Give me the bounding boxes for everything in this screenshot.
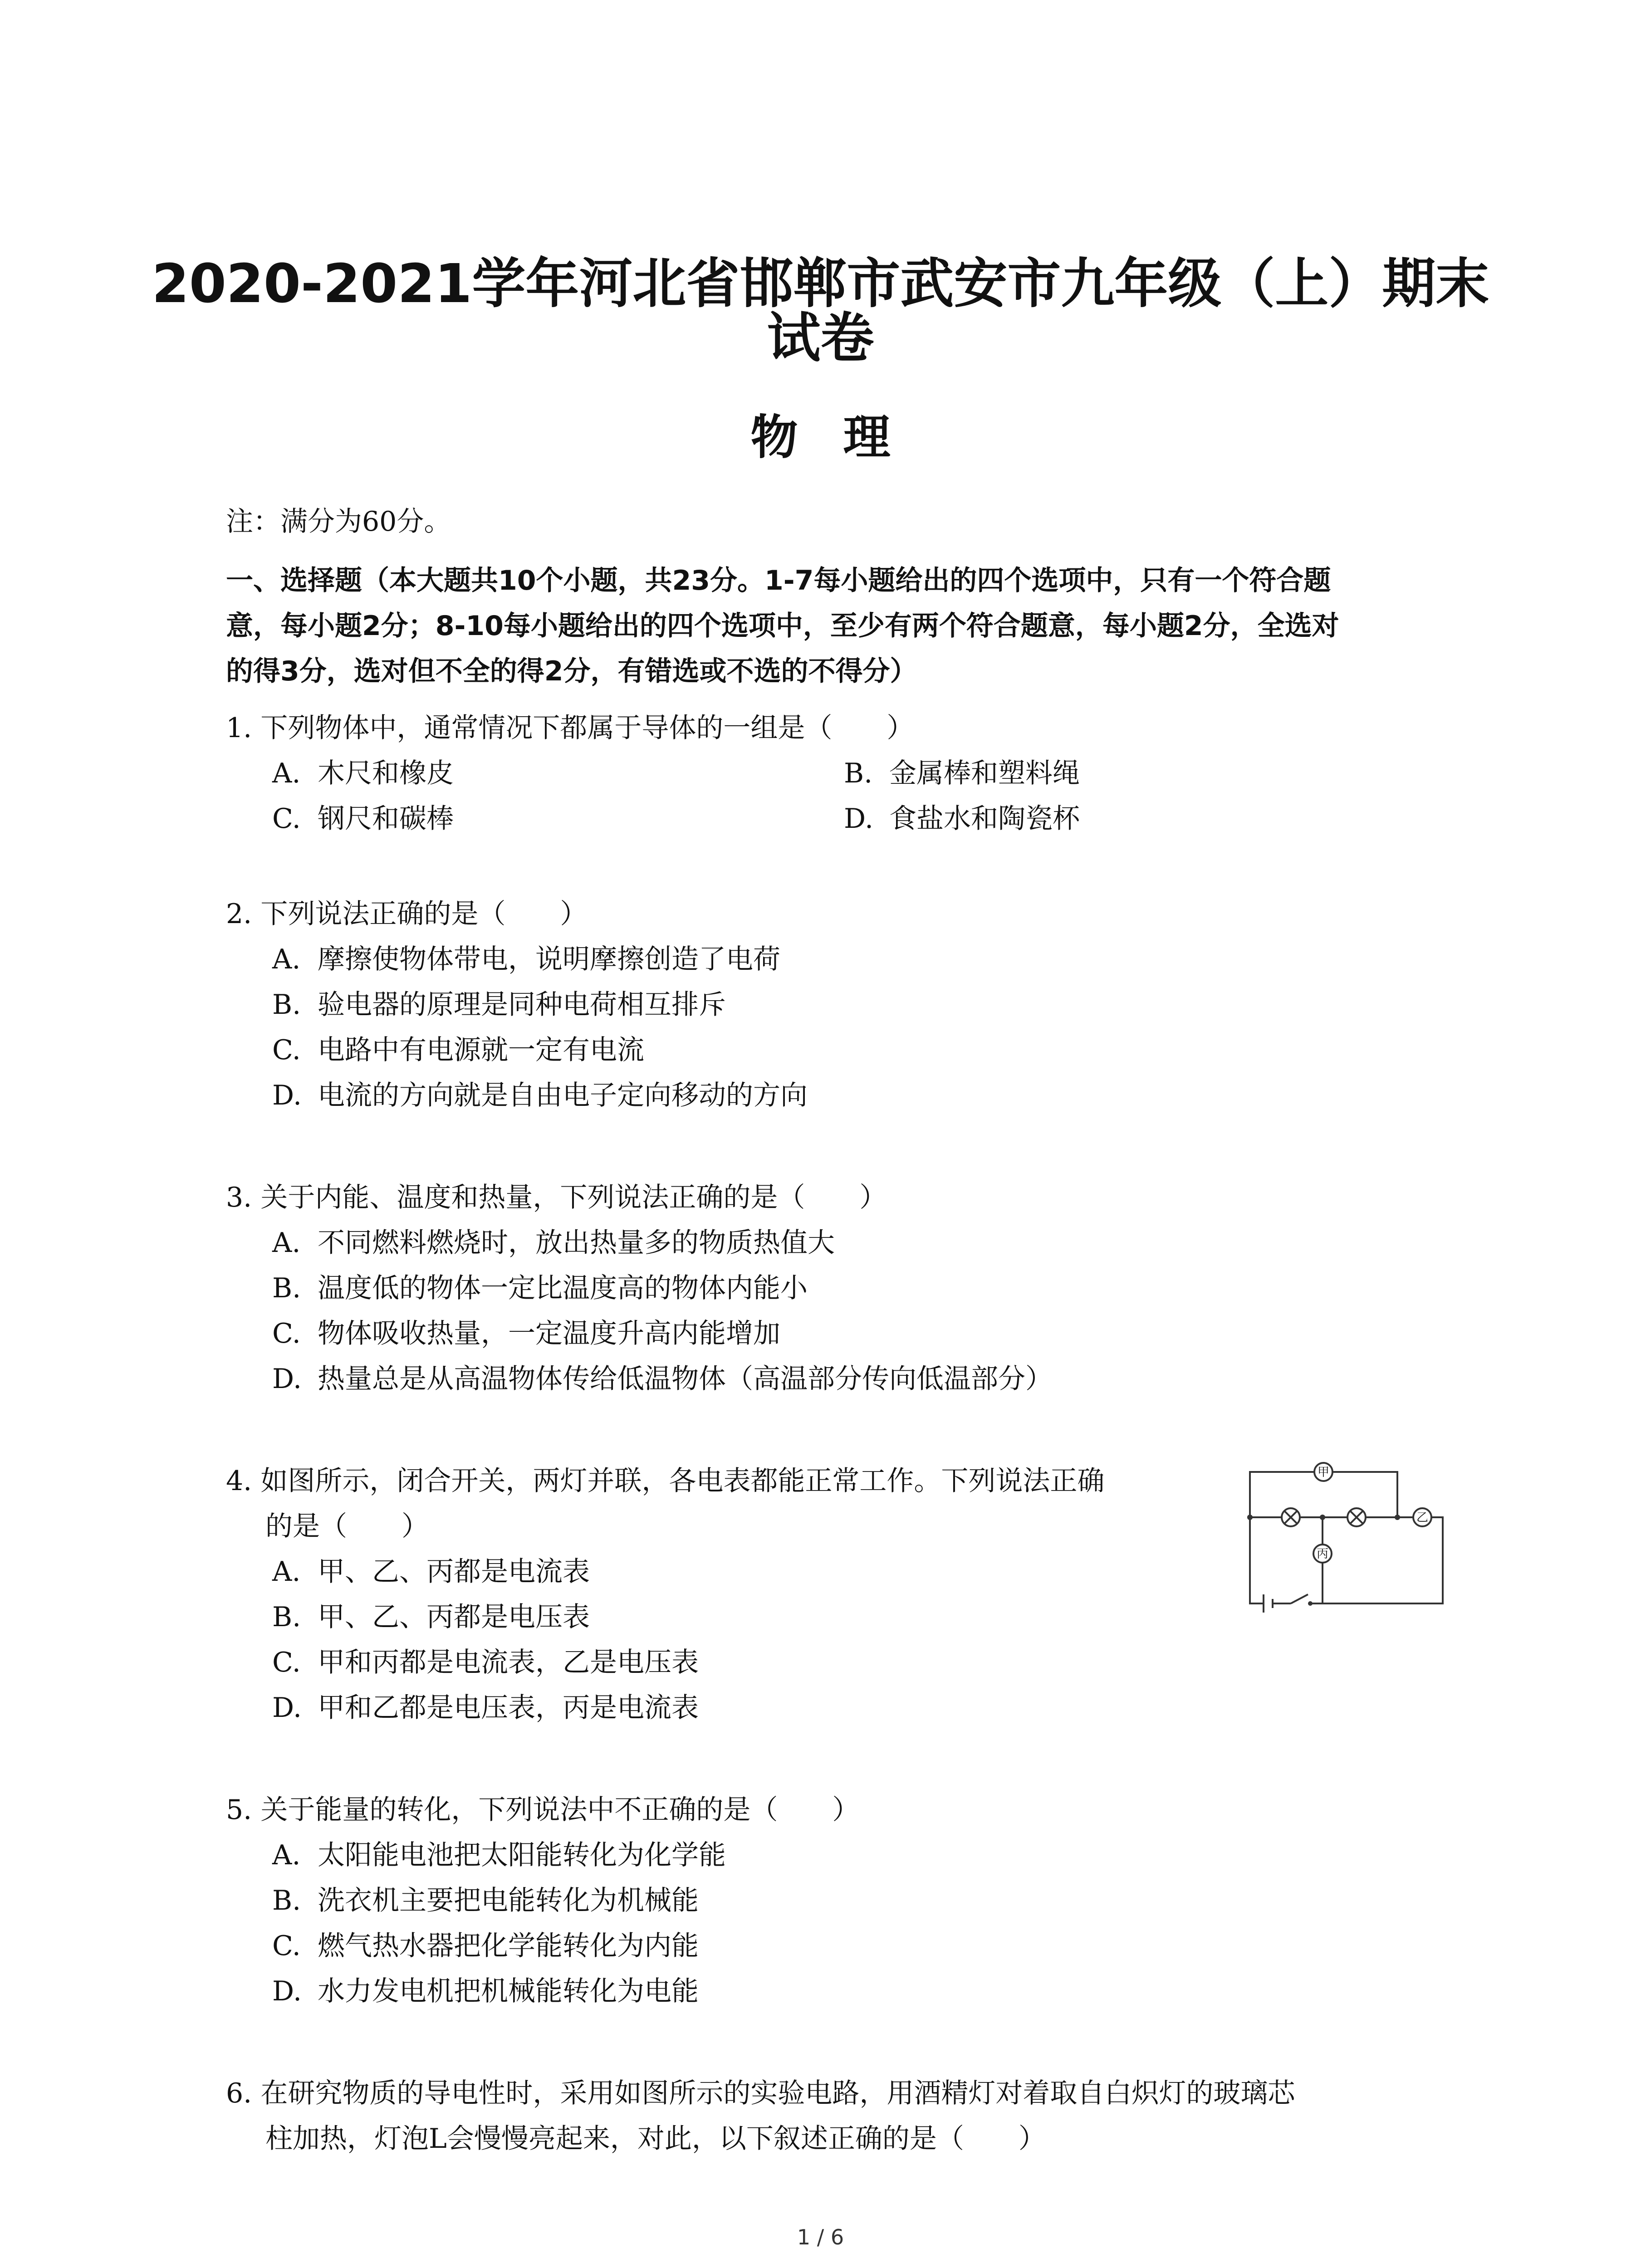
question-2-option-b bbox=[272, 987, 726, 1023]
meter-jia-label: 甲 bbox=[1317, 1466, 1330, 1479]
question-5-option-c bbox=[272, 1928, 699, 1964]
option-text: 甲、乙、丙都是电流表 bbox=[318, 1556, 590, 1588]
page-number: 1 / 6 bbox=[797, 2225, 844, 2249]
option-text: 钢尺和碳棒 bbox=[318, 803, 454, 835]
question-3-option-c bbox=[272, 1315, 780, 1352]
junction-dot bbox=[1395, 1515, 1400, 1520]
question-1-option-a bbox=[272, 755, 454, 792]
option-letter: C. bbox=[272, 1930, 301, 1962]
option-letter: D. bbox=[272, 1363, 302, 1395]
option-text: 摩擦使物体带电，说明摩擦创造了电荷 bbox=[318, 943, 780, 975]
option-text: 太阳能电池把太阳能转化为化学能 bbox=[318, 1839, 726, 1871]
option-letter: D. bbox=[272, 1080, 302, 1111]
option-letter: B. bbox=[272, 1885, 301, 1916]
left-wire bbox=[1250, 1517, 1264, 1603]
question-4-option-a bbox=[272, 1554, 590, 1590]
exam-title-line2: 试卷 bbox=[767, 307, 874, 369]
question-2-stem: 2. 下列说法正确的是（ ） bbox=[226, 898, 588, 930]
question-2-option-c bbox=[272, 1032, 644, 1068]
question-2-option-d bbox=[272, 1077, 808, 1114]
exam-title-line1: 2020-2021学年河北省邯郸市武安市九年级（上）期末 bbox=[152, 252, 1489, 315]
option-text: 甲和丙都是电流表，乙是电压表 bbox=[318, 1647, 699, 1678]
question-2-option-a bbox=[272, 941, 780, 978]
option-letter: A. bbox=[272, 1839, 301, 1871]
option-text: 洗衣机主要把电能转化为机械能 bbox=[318, 1885, 699, 1916]
option-letter: D. bbox=[272, 1692, 302, 1724]
question-1-stem: 1. 下列物体中，通常情况下都属于导体的一组是（ ） bbox=[226, 712, 914, 744]
question-6-stem-line2: 柱加热，灯泡L会慢慢亮起来，对此，以下叙述正确的是（ ） bbox=[265, 2123, 1046, 2155]
right-wire bbox=[1332, 1517, 1443, 1603]
question-4-option-c bbox=[272, 1644, 699, 1681]
question-4-option-d bbox=[272, 1690, 699, 1726]
option-text: 电路中有电源就一定有电流 bbox=[318, 1034, 644, 1066]
option-text: 物体吸收热量，一定温度升高内能增加 bbox=[318, 1318, 780, 1349]
option-text: 水力发电机把机械能转化为电能 bbox=[318, 1975, 699, 2007]
option-text: 木尺和橡皮 bbox=[318, 758, 454, 789]
question-3-option-a bbox=[272, 1225, 835, 1261]
question-4-stem-line1: 4. 如图所示，闭合开关，两灯并联，各电表都能正常工作。下列说法正确 bbox=[226, 1465, 1105, 1497]
question-1-option-d bbox=[844, 801, 1080, 837]
question-1-option-c bbox=[272, 801, 454, 837]
subject-title: 物理 bbox=[750, 410, 936, 465]
meter-yi-label: 乙 bbox=[1416, 1511, 1429, 1525]
option-letter: B. bbox=[272, 1272, 301, 1304]
question-5-stem: 5. 关于能量的转化，下列说法中不正确的是（ ） bbox=[226, 1794, 860, 1826]
question-5-option-a bbox=[272, 1837, 726, 1873]
option-text: 燃气热水器把化学能转化为内能 bbox=[318, 1930, 699, 1962]
option-letter: C. bbox=[272, 1647, 301, 1678]
option-text: 验电器的原理是同种电荷相互排斥 bbox=[318, 989, 726, 1021]
option-text: 甲和乙都是电压表，丙是电流表 bbox=[318, 1692, 699, 1724]
circuit-diagram bbox=[1241, 1458, 1450, 1613]
option-letter: D. bbox=[272, 1975, 302, 2007]
section-heading-line3: 的得3分，选对但不全的得2分，有错选或不选的不得分） bbox=[226, 655, 917, 687]
junction-dot bbox=[1320, 1515, 1325, 1520]
option-text: 不同燃料燃烧时，放出热量多的物质热值大 bbox=[318, 1227, 835, 1259]
option-letter: B. bbox=[272, 1601, 301, 1633]
option-letter: A. bbox=[272, 943, 301, 975]
option-text: 温度低的物体一定比温度高的物体内能小 bbox=[318, 1272, 808, 1304]
section-heading-line1: 一、选择题（本大题共10个小题，共23分。1-7每小题给出的四个选项中，只有一个符合题 bbox=[226, 565, 1331, 596]
option-text: 食盐水和陶瓷杯 bbox=[889, 803, 1080, 835]
option-letter: D. bbox=[844, 803, 874, 835]
question-1-option-b bbox=[844, 755, 1080, 792]
junction-dot bbox=[1247, 1515, 1253, 1520]
question-4-option-b bbox=[272, 1599, 590, 1635]
question-3-option-b bbox=[272, 1270, 808, 1306]
question-6-stem-line1: 6. 在研究物质的导电性时，采用如图所示的实验电路，用酒精灯对着取自白炽灯的玻璃芯 bbox=[226, 2077, 1295, 2109]
option-letter: B. bbox=[844, 758, 873, 789]
option-letter: A. bbox=[272, 1556, 301, 1588]
question-4-stem-line2: 的是（ ） bbox=[265, 1510, 429, 1542]
option-text: 电流的方向就是自由电子定向移动的方向 bbox=[318, 1080, 808, 1111]
question-5-option-d bbox=[272, 1973, 699, 2009]
question-5-option-b bbox=[272, 1882, 699, 1919]
option-text: 甲、乙、丙都是电压表 bbox=[318, 1601, 590, 1633]
question-3-stem: 3. 关于内能、温度和热量，下列说法正确的是（ ） bbox=[226, 1182, 887, 1213]
option-letter: B. bbox=[272, 989, 301, 1021]
section-heading-line2: 意，每小题2分；8-10每小题给出的四个选项中，至少有两个符合题意，每小题2分，全选对 bbox=[226, 610, 1339, 642]
option-letter: C. bbox=[272, 1318, 301, 1349]
option-letter: A. bbox=[272, 758, 301, 789]
switch-contact bbox=[1308, 1601, 1313, 1606]
option-text: 热量总是从高温物体传给低温物体（高温部分传向低温部分） bbox=[318, 1363, 1053, 1395]
question-3-option-d bbox=[272, 1361, 1053, 1397]
switch-lever bbox=[1291, 1594, 1308, 1603]
option-letter: C. bbox=[272, 803, 301, 835]
score-note: 注：满分为60分。 bbox=[226, 506, 451, 538]
option-letter: C. bbox=[272, 1034, 301, 1066]
meter-bing-label: 丙 bbox=[1316, 1547, 1329, 1561]
option-text: 金属棒和塑料绳 bbox=[889, 758, 1080, 789]
option-letter: A. bbox=[272, 1227, 301, 1259]
